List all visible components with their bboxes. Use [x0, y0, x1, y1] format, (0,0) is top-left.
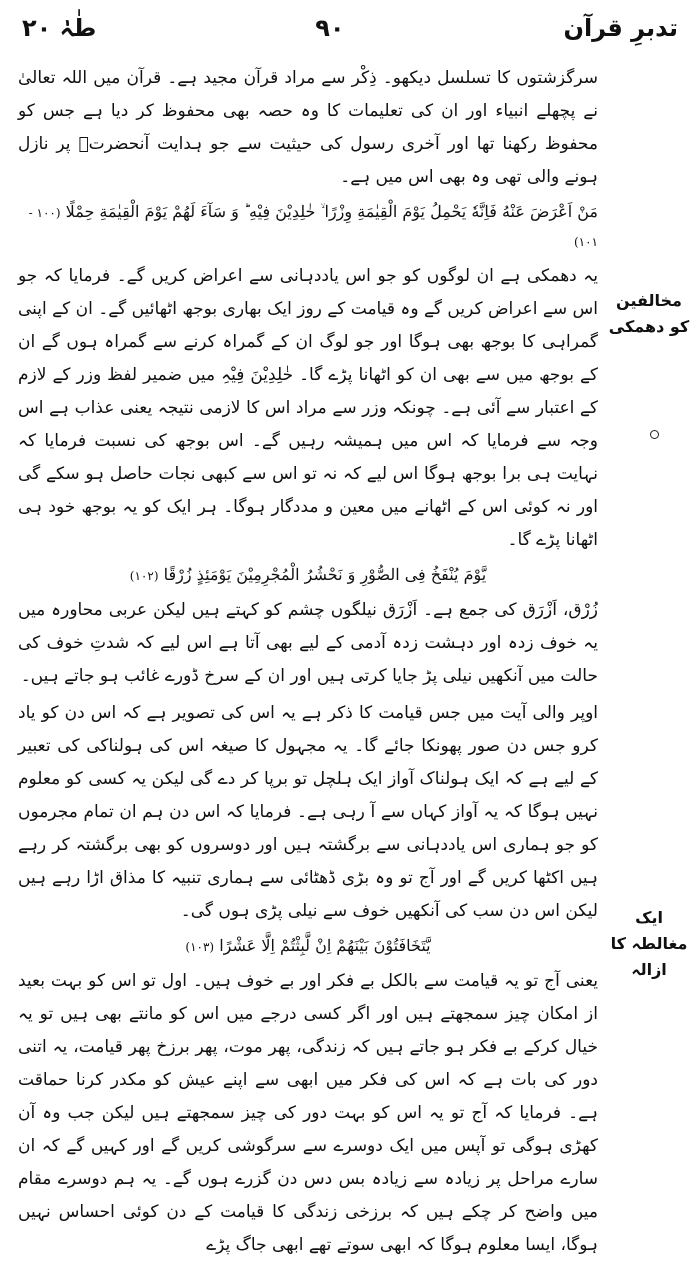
- margin-note-threat: مخالفین کو دھمکی: [608, 291, 690, 336]
- page-header: [22, 6, 678, 50]
- paragraph-threat: یہ دھمکی ہے ان لوگوں کو جو اس یاددہانی سے اعراض کریں گے۔ فرمایا کہ جو اس سے اعراض کریں گے وہ قیامت کے روز ایک بھاری بوجھ اٹھائیں گے۔ ان کے اپنی گمراہی کا بوجھ بھی ہوگا اور جو لوگ ان کے گمراہ کرنے سے گمراہ ہوں گے ان کے بوجھ میں سے بھی ان کو اٹھانا پڑے گا۔ خٰلِدِیْنَ فِیْہِ میں ضمیر لفظ وزر کے لازم کے اعتبار سے آئی ہے۔ چونکہ وزر سے مراد اس کا لازمی نتیجہ یعنی عذاب ہے اس وجہ سے فرمایا کہ اس میں ہمیشہ رہیں گے۔ اس بوجھ کی نسبت فرمایا کہ نہایت ہی برا بوجھ ہوگا اس لیے کہ نہ تو اس سے کبھی نجات حاصل ہو سکے گی اور نہ کوئی اس کے اٹھانے میں معین و مددگار ہوگا۔ ہر ایک کو یہ بوجھ خود ہی اٹھانا پڑے گا۔: [18, 266, 598, 550]
- surah-reference: طٰہٰ ۲۰: [22, 14, 97, 42]
- main-text: [18, 62, 598, 1255]
- margin-bullet-icon: [650, 430, 659, 439]
- arabic-verse-3-text: یَّتَخَافَتُوْنَ بَیْنَهُمْ اِنْ لَّبِثْتُمْ اِلَّا عَشْرًا: [219, 936, 431, 955]
- verse-ref-3: (۱۰۳): [185, 940, 215, 954]
- paragraph-zurq: زُرْق، اَزْرَق کی جمع ہے۔ اَزْرَق نیلگوں چشم کو کہتے ہیں لیکن عربی محاورہ میں یہ خوف زدہ اور دہشت زدہ آدمی کے لیے بھی آتا ہے اس لیے کہ شدتِ خوف کی حالت میں آنکھیں نیلی پڑ جایا کرتی ہیں اور ان کے سرخ ڈورے غائب ہو جاتے ہیں۔: [18, 600, 598, 686]
- arabic-verse-2: [18, 561, 598, 590]
- arabic-verse-3: [18, 932, 598, 961]
- verse-ref-2: (۱۰۲): [129, 569, 159, 583]
- verse-ref-1: (۱۰۰ - ۱۰۱): [28, 206, 598, 249]
- page-number: ۹۰: [315, 14, 345, 42]
- margin-note-misconception: ایک مغالطہ کا ازالہ: [610, 908, 688, 979]
- paragraph-trumpet: اوپر والی آیت میں جس قیامت کا ذکر ہے یہ اس کی تصویر ہے کہ اس دن کو یاد کرو جس دن صور پھونکا جائے گا۔ یہ مجہول کا صیغہ اس کی ہولناکی کی تعبیر کے لیے ہے کہ ایک ہولناک آواز ایک ہلچل تو برپا کر دے گی لیکن یہ کسی کو معلوم نہیں ہوگا کہ یہ آواز کہاں سے آ رہی ہے۔ فرمایا کہ اس دن ہم ان تمام مجرموں کو جو ہماری اس یاددہانی سے برگشتہ ہیں اور دوسروں کو بھی برگشتہ کر رہے ہیں اکٹھا کریں گے اور آج تو وہ بڑی ڈھٹائی سے ہماری تنبیہ کا مذاق اڑا رہے ہیں لیکن اس دن سب کی آنکھیں خوف سے نیلی پڑی ہوں گی۔: [18, 703, 598, 921]
- arabic-verse-2-text: یَّوْمَ یُنْفَخُ فِی الصُّوْرِ وَ نَحْشُرُ الْمُجْرِمِیْنَ یَوْمَئِذٍ زُرْقًا: [163, 565, 487, 584]
- arabic-verse-1-text: مَنْ اَعْرَضَ عَنْهُ فَاِنَّهٗ یَحْمِلُ یَوْمَ الْقِیٰمَةِ وِزْرًا ۙ خٰلِدِیْنَ فِیْهِ ؕ وَ سَآءَ لَهُمْ یَوْمَ الْقِیٰمَةِ حِمْلًا: [65, 202, 598, 221]
- paragraph-misconception: یعنی آج تو یہ قیامت سے بالکل بے فکر اور بے خوف ہیں۔ اول تو اس کو بہت بعید از امکان چیز سمجھتے ہیں اور اگر کسی درجے میں اس کو مانتے بھی ہیں تو یہ خیال کرکے بے فکر ہو جاتے ہیں کہ زندگی، پھر موت، پھر برزخ پھر قیامت، یہ اتنی دور کی بات ہے کہ اس کی فکر میں ابھی سے اپنے عیش کو مکدر کرنا حماقت ہے۔ فرمایا کہ آج تو یہ اس کو بہت دور کی چیز سمجھتے ہیں لیکن جب وہ آن کھڑی ہوگی تو آپس میں ایک دوسرے سے سرگوشی کریں گے اور کہیں گے کہ ان سارے مراحل پر زیادہ سے زیادہ بس دس دن گزرے ہوں گے۔ یہ ہم دوسرے مقام میں واضح کر چکے ہیں کہ برزخی زندگی کا قیامت کے دن کوئی احساس نہیں ہوگا، ایسا معلوم ہوگا کہ ابھی سوتے تھے ابھی جاگ پڑے: [18, 971, 598, 1255]
- book-title: تدبرِ قرآن: [563, 14, 678, 42]
- paragraph-intro: سرگزشتوں کا تسلسل دیکھو۔ ذِکْر سے مراد قرآن مجید ہے۔ قرآن میں اللہ تعالیٰ نے پچھلے انبیاء اور ان کی تعلیمات کا وہ حصہ بھی محفوظ کر دیا ہے جس کو محفوظ رکھنا تھا اور آخری رسول کی حیثیت سے جو ہدایت آنحضرتؐ پر نازل ہونے والی تھی وہ بھی اس میں ہے۔: [18, 68, 598, 187]
- arabic-verse-1: [18, 198, 598, 256]
